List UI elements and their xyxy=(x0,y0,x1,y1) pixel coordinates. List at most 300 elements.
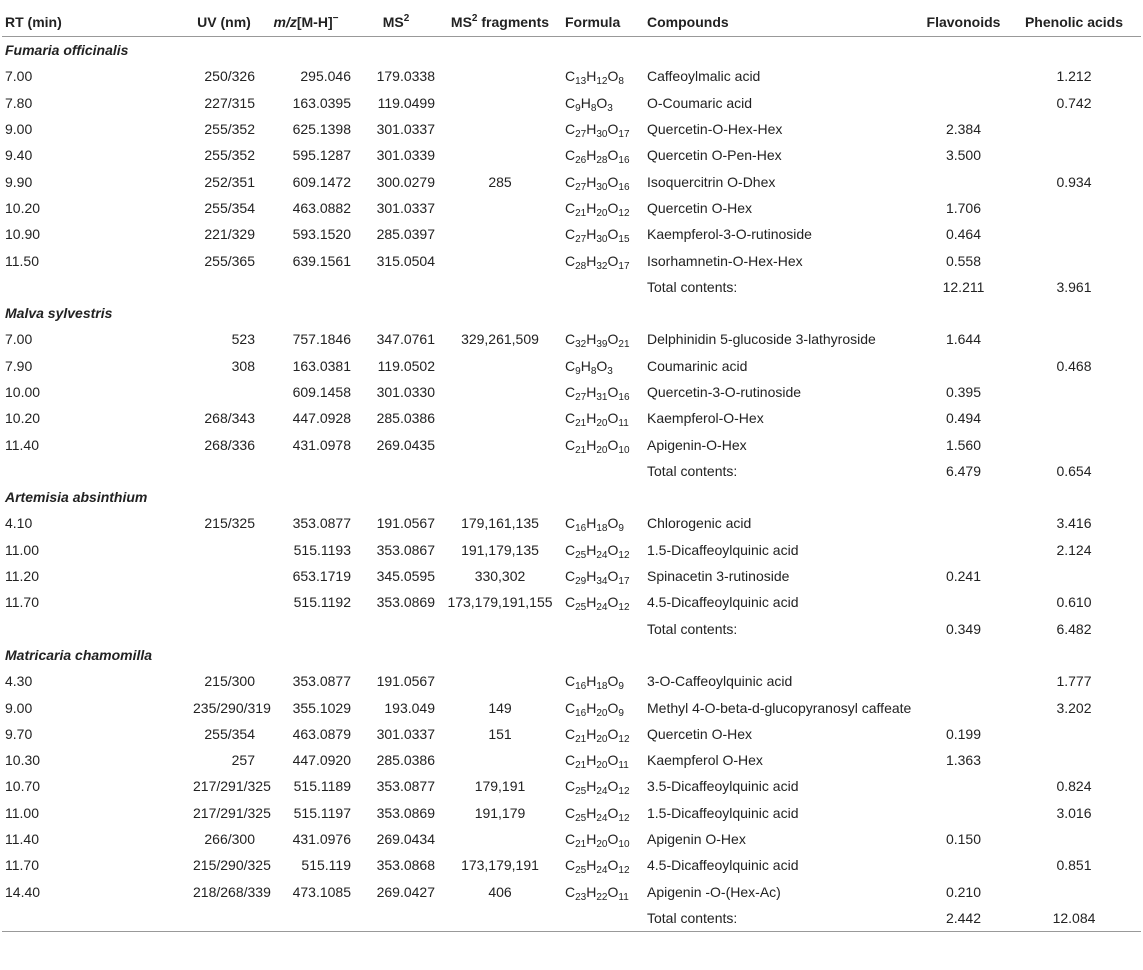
cell-compound: Quercetin O-Pen-Hex xyxy=(647,147,782,164)
formula-element: O xyxy=(607,857,619,874)
cell-uv: 250/326 xyxy=(204,68,255,85)
cell-formula xyxy=(562,90,644,116)
formula-element: H xyxy=(586,515,597,532)
cell-flavonoids: 0.558 xyxy=(945,252,982,269)
formula-subscript: 23 xyxy=(575,891,587,903)
cell-phenolic-acids xyxy=(1007,142,1141,168)
header-row xyxy=(2,8,1141,37)
formula-subscript: 12 xyxy=(618,812,630,824)
cell-formula xyxy=(562,879,644,905)
cell-formula xyxy=(562,589,644,615)
formula-subscript: 22 xyxy=(596,891,608,903)
total-flavonoids: 12.211 xyxy=(942,278,985,295)
formula-subscript: 12 xyxy=(618,733,630,745)
cell-formula xyxy=(562,826,644,852)
cell-ms2: 285.0397 xyxy=(376,226,435,243)
formula-subscript: 20 xyxy=(596,839,608,851)
formula-subscript: 30 xyxy=(596,234,608,246)
cell-formula xyxy=(562,563,644,589)
formula-subscript: 9 xyxy=(618,523,624,535)
table-row xyxy=(2,694,1141,720)
total-row xyxy=(2,616,1141,642)
empty-cell xyxy=(438,274,562,300)
empty-cell xyxy=(562,616,644,642)
formula-element: C xyxy=(565,699,576,716)
formula-subscript: 21 xyxy=(575,207,587,219)
cell-formula xyxy=(562,247,644,273)
cell-flavonoids xyxy=(920,694,1007,720)
empty-cell xyxy=(2,616,190,642)
group-name: Malva sylvestris xyxy=(5,305,113,322)
formula-element: C xyxy=(565,226,576,243)
cell-formula xyxy=(562,326,644,352)
formula-subscript: 21 xyxy=(618,339,630,351)
formula-subscript: 27 xyxy=(575,129,587,141)
cell-rt: 7.00 xyxy=(5,331,33,348)
cell-phenolic-acids: 1.212 xyxy=(1056,68,1092,85)
formula-subscript: 15 xyxy=(618,234,630,246)
total-label: Total contents: xyxy=(647,620,738,637)
cell-formula xyxy=(562,852,644,878)
formula-subscript: 18 xyxy=(596,681,608,693)
table-row xyxy=(2,563,1141,589)
cell-mz: 625.1398 xyxy=(292,121,351,138)
cell-formula xyxy=(562,379,644,405)
formula-element: H xyxy=(586,778,597,795)
cell-mz: 447.0928 xyxy=(292,410,351,427)
cell-mz: 353.0877 xyxy=(292,673,351,690)
formula-subscript: 29 xyxy=(575,576,587,588)
cell-ms2-fragments: 179,191 xyxy=(474,778,526,795)
formula-subscript: 20 xyxy=(596,418,608,430)
cell-compound: 1.5-Dicaffeoylquinic acid xyxy=(647,541,799,558)
cell-ms2-fragments xyxy=(438,90,562,116)
formula-element: H xyxy=(586,173,597,190)
cell-ms2-fragments xyxy=(438,379,562,405)
cell-ms2-fragments xyxy=(438,247,562,273)
formula-element: C xyxy=(565,173,576,190)
formula-subscript: 32 xyxy=(596,260,608,272)
formula-subscript: 25 xyxy=(575,865,587,877)
formula-element: C xyxy=(565,778,576,795)
cell-uv: 227/315 xyxy=(204,94,255,111)
formula-subscript: 17 xyxy=(618,129,630,141)
empty-cell xyxy=(190,905,258,932)
formula-element: C xyxy=(565,252,576,269)
cell-formula xyxy=(562,142,644,168)
formula-element: H xyxy=(586,68,597,85)
cell-ms2: 345.0595 xyxy=(376,568,435,585)
header-mz-rest: [M-H] xyxy=(296,14,333,30)
formula-subscript: 30 xyxy=(596,129,608,141)
formula-element: H xyxy=(586,699,597,716)
table-row xyxy=(2,747,1141,773)
cell-rt: 11.40 xyxy=(5,436,39,453)
formula-subscript: 34 xyxy=(596,576,608,588)
cell-formula xyxy=(562,668,644,694)
cell-ms2-fragments xyxy=(438,195,562,221)
cell-ms2: 269.0427 xyxy=(376,883,435,900)
cell-uv: 255/354 xyxy=(204,199,255,216)
formula-element: C xyxy=(565,541,576,558)
formula-subscript: 32 xyxy=(575,339,587,351)
table-row xyxy=(2,90,1141,116)
formula-element: H xyxy=(586,568,597,585)
cell-flavonoids: 0.494 xyxy=(945,410,982,427)
cell-formula xyxy=(562,116,644,142)
formula-element: H xyxy=(586,147,597,164)
table-row xyxy=(2,116,1141,142)
cell-rt: 11.70 xyxy=(5,857,39,874)
cell-compound: 1.5-Dicaffeoylquinic acid xyxy=(647,804,799,821)
cell-ms2: 191.0567 xyxy=(376,673,435,690)
cell-uv xyxy=(190,379,258,405)
table-row xyxy=(2,589,1141,615)
cell-uv: 523 xyxy=(231,331,255,348)
cell-phenolic-acids: 3.416 xyxy=(1056,515,1092,532)
cell-ms2-fragments: 151 xyxy=(488,725,512,742)
group-name: Matricaria chamomilla xyxy=(5,646,153,663)
cell-ms2: 301.0339 xyxy=(376,147,435,164)
empty-cell xyxy=(2,458,190,484)
cell-compound: Isorhamnetin-O-Hex-Hex xyxy=(647,252,803,269)
header-flavonoids: Flavonoids xyxy=(920,8,1007,37)
formula-element: O xyxy=(607,699,619,716)
table-row xyxy=(2,142,1141,168)
formula-element: H xyxy=(586,883,597,900)
formula-subscript: 21 xyxy=(575,839,587,851)
formula-subscript: 39 xyxy=(596,339,608,351)
total-phenolic-acids: 0.654 xyxy=(1056,462,1092,479)
empty-cell xyxy=(438,458,562,484)
cell-rt: 14.40 xyxy=(5,883,41,900)
formula-subscript: 21 xyxy=(575,760,587,772)
cell-compound: 3-O-Caffeoylquinic acid xyxy=(647,673,793,690)
cell-flavonoids xyxy=(920,537,1007,563)
formula-subscript: 12 xyxy=(618,786,630,798)
formula-element: C xyxy=(565,121,576,138)
table-row xyxy=(2,800,1141,826)
cell-rt: 4.30 xyxy=(5,673,33,690)
table-row xyxy=(2,326,1141,352)
cell-compound: 3.5-Dicaffeoylquinic acid xyxy=(647,778,799,795)
cell-flavonoids xyxy=(920,589,1007,615)
empty-cell xyxy=(354,905,438,932)
cell-ms2: 353.0877 xyxy=(376,778,435,795)
empty-cell xyxy=(438,616,562,642)
formula-subscript: 16 xyxy=(618,155,630,167)
formula-subscript: 28 xyxy=(575,260,587,272)
formula-element: C xyxy=(565,331,576,348)
cell-compound: 4.5-Dicaffeoylquinic acid xyxy=(647,857,799,874)
header-frag-rest: fragments xyxy=(477,14,550,30)
cell-phenolic-acids xyxy=(1007,326,1141,352)
empty-cell xyxy=(258,274,354,300)
cell-ms2: 353.0869 xyxy=(376,804,435,821)
cell-formula xyxy=(562,773,644,799)
cell-ms2-fragments xyxy=(438,405,562,431)
formula-subscript: 25 xyxy=(575,549,587,561)
cell-compound: Caffeoylmalic acid xyxy=(647,68,761,85)
table-row xyxy=(2,168,1141,194)
cell-phenolic-acids: 0.610 xyxy=(1056,594,1092,611)
formula-element: H xyxy=(586,436,597,453)
formula-subscript: 27 xyxy=(575,181,587,193)
formula-element: O xyxy=(607,883,619,900)
formula-element: H xyxy=(580,94,591,111)
total-label: Total contents: xyxy=(647,462,738,479)
formula-subscript: 16 xyxy=(575,681,587,693)
formula-subscript: 21 xyxy=(575,418,587,430)
formula-element: O xyxy=(607,252,619,269)
cell-compound: Isoquercitrin O-Dhex xyxy=(647,173,776,190)
table-row xyxy=(2,773,1141,799)
formula-element: O xyxy=(607,541,619,558)
formula-element: C xyxy=(565,515,576,532)
cell-compound: 4.5-Dicaffeoylquinic acid xyxy=(647,594,799,611)
empty-cell xyxy=(354,274,438,300)
cell-uv: 255/352 xyxy=(204,147,255,164)
table-row xyxy=(2,63,1141,89)
formula-element: H xyxy=(586,857,597,874)
cell-ms2: 353.0867 xyxy=(376,541,435,558)
formula-subscript: 11 xyxy=(618,418,629,430)
group-name: Artemisia absinthium xyxy=(5,489,148,506)
table-row xyxy=(2,879,1141,905)
cell-formula xyxy=(562,747,644,773)
cell-mz: 163.0395 xyxy=(292,94,351,111)
cell-rt: 10.20 xyxy=(5,199,41,216)
cell-compound: Spinacetin 3-rutinoside xyxy=(647,568,790,585)
formula-subscript: 25 xyxy=(575,602,587,614)
total-phenolic-acids: 3.961 xyxy=(1056,278,1092,295)
formula-subscript: 21 xyxy=(575,444,587,456)
formula-subscript: 9 xyxy=(575,102,581,114)
formula-subscript: 24 xyxy=(596,812,608,824)
cell-uv: 308 xyxy=(231,357,255,374)
cell-compound: Apigenin -O-(Hex-Ac) xyxy=(647,883,781,900)
formula-element: H xyxy=(586,199,597,216)
cell-ms2-fragments xyxy=(438,63,562,89)
formula-element: C xyxy=(565,436,576,453)
formula-element: C xyxy=(565,804,576,821)
formula-element: C xyxy=(565,94,576,111)
formula-subscript: 9 xyxy=(575,365,581,377)
formula-subscript: 16 xyxy=(575,707,587,719)
formula-element: C xyxy=(565,752,576,769)
cell-uv: 268/336 xyxy=(204,436,255,453)
cell-rt: 4.10 xyxy=(5,515,33,532)
cell-ms2: 315.0504 xyxy=(376,252,435,269)
cell-phenolic-acids xyxy=(1007,116,1141,142)
cell-ms2: 301.0337 xyxy=(376,199,435,216)
formula-subscript: 12 xyxy=(618,865,630,877)
cell-phenolic-acids xyxy=(1007,563,1141,589)
formula-subscript: 24 xyxy=(596,786,608,798)
cell-ms2: 269.0434 xyxy=(376,831,435,848)
cell-ms2-fragments: 329,261,509 xyxy=(461,331,539,348)
cell-mz: 515.1192 xyxy=(293,594,351,611)
cell-uv xyxy=(190,537,258,563)
cell-flavonoids: 1.560 xyxy=(945,436,982,453)
cell-flavonoids: 0.464 xyxy=(945,226,982,243)
cell-formula xyxy=(562,800,644,826)
formula-subscript: 20 xyxy=(596,733,608,745)
total-phenolic-acids: 6.482 xyxy=(1056,620,1092,637)
empty-cell xyxy=(258,458,354,484)
formula-subscript: 18 xyxy=(596,523,608,535)
formula-subscript: 27 xyxy=(575,392,587,403)
formula-element: O xyxy=(607,199,619,216)
formula-element: O xyxy=(607,778,619,795)
formula-element: O xyxy=(607,594,619,611)
formula-subscript: 12 xyxy=(618,602,630,614)
table-row xyxy=(2,852,1141,878)
total-row xyxy=(2,905,1141,932)
formula-subscript: 12 xyxy=(618,207,630,219)
formula-subscript: 24 xyxy=(596,549,608,561)
cell-mz: 431.0978 xyxy=(292,436,351,453)
cell-ms2-fragments xyxy=(438,353,562,379)
formula-subscript: 3 xyxy=(607,102,613,114)
cell-flavonoids: 0.210 xyxy=(945,883,982,900)
cell-formula xyxy=(562,353,644,379)
cell-formula xyxy=(562,537,644,563)
cell-mz: 295.046 xyxy=(300,68,351,85)
cell-ms2: 119.0499 xyxy=(377,94,435,111)
cell-phenolic-acids: 0.742 xyxy=(1056,94,1092,111)
formula-element: O xyxy=(607,121,619,138)
formula-subscript: 3 xyxy=(607,365,613,377)
formula-element: H xyxy=(586,673,597,690)
cell-flavonoids xyxy=(920,353,1007,379)
formula-element: C xyxy=(565,725,576,742)
table-row xyxy=(2,247,1141,273)
cell-ms2: 300.0279 xyxy=(376,173,435,190)
cell-mz: 463.0882 xyxy=(292,199,351,216)
cell-ms2-fragments xyxy=(438,221,562,247)
formula-subscript: 8 xyxy=(590,365,597,377)
empty-cell xyxy=(354,616,438,642)
cell-phenolic-acids xyxy=(1007,379,1141,405)
cell-flavonoids: 1.706 xyxy=(945,199,982,216)
cell-rt: 7.80 xyxy=(5,94,33,111)
cell-mz: 447.0920 xyxy=(292,752,351,769)
cell-compound: Quercetin-3-O-rutinoside xyxy=(647,384,802,400)
group-row xyxy=(2,37,1141,64)
empty-cell xyxy=(562,274,644,300)
cell-formula xyxy=(562,168,644,194)
cell-mz: 639.1561 xyxy=(292,252,351,269)
formula-element: O xyxy=(607,673,619,690)
cell-phenolic-acids xyxy=(1007,221,1141,247)
group-name: Fumaria officinalis xyxy=(5,42,129,59)
total-flavonoids: 0.349 xyxy=(945,620,982,637)
formula-subscript: 9 xyxy=(618,681,624,693)
cell-flavonoids: 3.500 xyxy=(945,147,982,164)
cell-uv: 255/365 xyxy=(204,252,255,269)
cell-ms2: 353.0869 xyxy=(376,594,435,611)
cell-ms2-fragments xyxy=(438,116,562,142)
cell-rt: 11.00 xyxy=(5,541,39,558)
empty-cell xyxy=(354,458,438,484)
cell-phenolic-acids: 3.016 xyxy=(1056,804,1092,821)
formula-subscript: 13 xyxy=(575,76,587,88)
header-ms2-fragments xyxy=(438,8,562,37)
formula-subscript: 11 xyxy=(618,891,629,903)
cell-mz: 515.1189 xyxy=(293,778,351,795)
formula-element: O xyxy=(596,357,608,374)
formula-subscript: 8 xyxy=(590,102,597,114)
cell-formula xyxy=(562,221,644,247)
empty-cell xyxy=(2,905,190,932)
total-label: Total contents: xyxy=(644,905,920,932)
table-row xyxy=(2,221,1141,247)
cell-rt: 9.70 xyxy=(5,725,33,742)
formula-subscript: 8 xyxy=(618,76,624,88)
cell-phenolic-acids: 0.468 xyxy=(1056,357,1092,374)
table-row xyxy=(2,195,1141,221)
formula-subscript: 20 xyxy=(596,207,608,219)
cell-mz: 609.1458 xyxy=(292,384,351,400)
formula-element: C xyxy=(565,594,576,611)
formula-element: H xyxy=(586,725,597,742)
cell-phenolic-acids xyxy=(1007,826,1141,852)
cell-mz: 595.1287 xyxy=(292,147,351,164)
cell-flavonoids xyxy=(920,168,1007,194)
cell-uv: 217/291/325 xyxy=(193,804,271,821)
formula-element: H xyxy=(580,357,591,374)
formula-element: H xyxy=(586,331,597,348)
formula-subscript: 31 xyxy=(596,392,608,403)
cell-uv: 218/268/339 xyxy=(193,883,271,900)
cell-ms2-fragments xyxy=(438,668,562,694)
cell-flavonoids: 0.395 xyxy=(945,384,982,400)
formula-element: H xyxy=(586,594,597,611)
formula-element: H xyxy=(586,121,597,138)
cell-uv: 257 xyxy=(231,752,255,769)
formula-subscript: 26 xyxy=(575,155,587,167)
table-row xyxy=(2,826,1141,852)
header-uv: UV (nm) xyxy=(190,8,258,37)
total-row xyxy=(2,274,1141,300)
cell-flavonoids xyxy=(920,773,1007,799)
cell-uv xyxy=(190,563,258,589)
formula-subscript: 24 xyxy=(596,865,608,877)
cell-mz: 353.0877 xyxy=(292,515,351,532)
cell-ms2-fragments: 191,179,135 xyxy=(461,541,539,558)
cell-rt: 10.90 xyxy=(5,226,41,243)
header-ms2 xyxy=(354,8,438,37)
cell-ms2-fragments: 191,179 xyxy=(474,804,526,821)
cell-ms2: 179.0338 xyxy=(376,68,435,85)
cell-flavonoids: 1.363 xyxy=(945,752,982,769)
group-row xyxy=(2,300,1141,326)
header-phenolic-acids: Phenolic acids xyxy=(1007,8,1141,37)
cell-compound: Quercetin O-Hex xyxy=(647,199,753,216)
cell-compound: Coumarinic acid xyxy=(647,357,748,374)
table-row xyxy=(2,379,1141,405)
empty-cell xyxy=(438,905,562,932)
cell-ms2: 301.0337 xyxy=(376,725,435,742)
cell-ms2-fragments: 285 xyxy=(488,173,512,190)
cell-ms2-fragments: 330,302 xyxy=(474,568,526,585)
formula-element: C xyxy=(565,857,576,874)
cell-phenolic-acids xyxy=(1007,721,1141,747)
formula-element: H xyxy=(586,226,597,243)
cell-ms2: 269.0435 xyxy=(376,436,435,453)
cell-uv: 255/354 xyxy=(204,725,255,742)
